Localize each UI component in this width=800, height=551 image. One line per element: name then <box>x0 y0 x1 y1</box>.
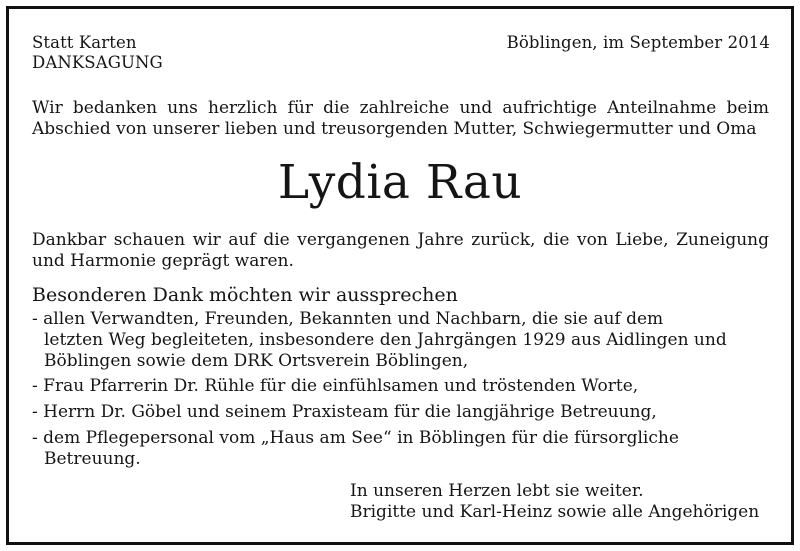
closing-line: In unseren Herzen lebt sie weiter. <box>350 481 644 501</box>
thanks-item: - allen Verwandten, Freunden, Bekannten und Nachbarn, die sie auf dem <box>32 309 664 329</box>
gratitude-line: und Harmonie geprägt waren. <box>32 251 294 271</box>
thanks-item-continuation: letzten Weg begleiteten, insbesondere den Jahrgängen 1929 aus Aidlingen und <box>44 330 727 350</box>
place-date: Böblingen, im September 2014 <box>506 33 770 52</box>
thanks-item-continuation: Böblingen sowie dem DRK Ortsverein Böblingen, <box>44 351 469 371</box>
intro-line: Abschied von unserer lieben und treusorgenden Mutter, Schwiegermutter und Oma <box>32 119 757 139</box>
gratitude-line: Dankbar schauen wir auf die vergangenen Jahre zurück, die von Liebe, Zuneigung <box>32 230 769 250</box>
notice-type-line: Statt Karten <box>32 33 137 52</box>
thanks-heading: Besonderen Dank möchten wir aussprechen <box>32 284 458 306</box>
obituary-notice <box>6 6 794 545</box>
closing-signature: Brigitte und Karl-Heinz sowie alle Angehörigen <box>350 502 760 522</box>
deceased-name: Lydia Rau <box>277 155 523 210</box>
intro-line: Wir bedanken uns herzlich für die zahlreiche und aufrichtige Anteilnahme beim <box>32 98 769 118</box>
notice-title: DANKSAGUNG <box>32 53 163 72</box>
thanks-item: - dem Pflegepersonal vom „Haus am See“ in Böblingen für die fürsorgliche <box>32 428 679 448</box>
thanks-item-continuation: Betreuung. <box>44 449 141 469</box>
thanks-item: - Frau Pfarrerin Dr. Rühle für die einfühlsamen und tröstenden Worte, <box>32 376 639 396</box>
thanks-item: - Herrn Dr. Göbel und seinem Praxisteam für die langjährige Betreuung, <box>32 402 657 422</box>
